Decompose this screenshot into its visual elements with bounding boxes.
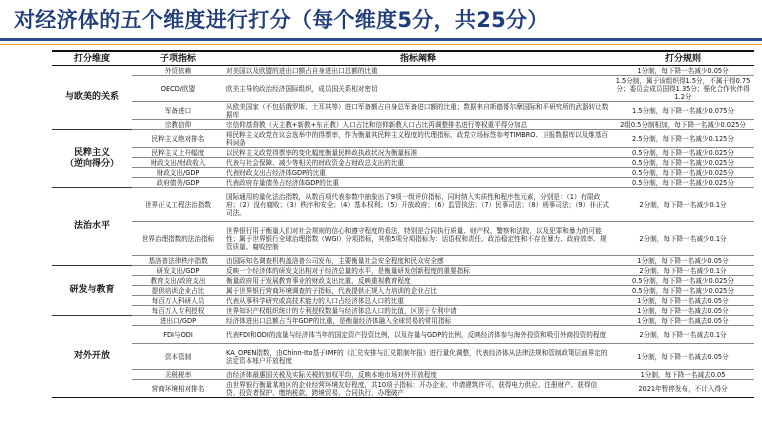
- explanation-cell: 对美国以及欧盟的进出口额占自身进出口总额的比重: [224, 66, 612, 76]
- rule-cell: 1分制，每下降一名减去0.05分: [612, 316, 754, 326]
- dimension-cell: 与欧美的关系: [52, 66, 132, 130]
- table-row: [52, 188, 754, 222]
- table-row: [52, 296, 754, 306]
- rule-cell: 1分制，每下降一名减去0.05分: [612, 306, 754, 316]
- table-header-row: [52, 51, 754, 66]
- explanation-cell: KA_OPEN指数，由Chinn-Ito基于IMF的《汇兑安排与汇兑限制年报》进行量化调整，代表经济体从法律法规和管制政策层面界定的法定资本账户开放程度: [224, 344, 612, 370]
- rule-cell: 2分制，每下降一名减少0.1分: [612, 188, 754, 222]
- subindicator-cell: 基洛普法律秩序指数: [132, 256, 224, 266]
- scoring-table: [52, 50, 754, 398]
- rule-cell: 1分制，每下降一名减少0.05分: [612, 66, 754, 76]
- rule-cell: 0.5分制，每下降一名减少0.025分: [612, 178, 754, 188]
- title-rule: [0, 44, 762, 45]
- subindicator-cell: 提供培训企业占比: [132, 286, 224, 296]
- rule-cell: 1分制，每下降一名减去0.05分: [612, 296, 754, 306]
- table-row: [52, 148, 754, 158]
- dimension-cell: 法治水平: [52, 188, 132, 266]
- dimension-cell: 研发与教育: [52, 266, 132, 316]
- table-row: [52, 286, 754, 296]
- explanation-cell: 欧美主导的政治经济国际组织，成员国关系相对密切: [224, 76, 612, 102]
- subindicator-cell: FDI与ODI: [132, 326, 224, 344]
- explanation-cell: 衡量政府用于发展教育事业的财政支出比重，反映重视教育程度: [224, 276, 612, 286]
- rule-cell: 2021年暂停发布，不计入得分: [612, 380, 754, 398]
- explanation-cell: 代表政府存量债务占经济体GDP的比重: [224, 178, 612, 188]
- table-row: [52, 130, 754, 148]
- table-row: [52, 370, 754, 380]
- subindicator-cell: 世界治理指数的法治指标: [132, 222, 224, 256]
- rule-cell: 2分制，每下降一名减少0.1分: [612, 266, 754, 276]
- subindicator-cell: 进出口/GDP: [132, 316, 224, 326]
- subindicator-cell: 财政支出/财政收入: [132, 158, 224, 168]
- table-row: [52, 222, 754, 256]
- rule-cell: 0.5分制，每下降一名减少0.025分: [612, 276, 754, 286]
- table-row: [52, 158, 754, 168]
- table-row: [52, 276, 754, 286]
- header-explanation: 指标阐释: [224, 51, 612, 66]
- subindicator-cell: 外贸依赖: [132, 66, 224, 76]
- rule-cell: 1分制，每下降一名减少0.05分: [612, 256, 754, 266]
- subindicator-cell: 财政支出/GDP: [132, 168, 224, 178]
- rule-cell: 2.5分制，每下降一名减少0.125分: [612, 130, 754, 148]
- table-row: [52, 178, 754, 188]
- explanation-cell: 属于世界银行营商环境调查的子指标，代表提供正规入力培训的企业占比: [224, 286, 612, 296]
- explanation-cell: 国际通用的量化法治指数，从数百项代表参数中抽象出了9项一级评价指标，同时纳入实质性和程序性元素，分别是：（1）有限政府；（2）没有腐败；（3）秩序和安全；（4）基本权利；（5）开放政府；（6）监管执法；（7）民事司法；（8）刑事司法；（9）非正式司法。: [224, 188, 612, 222]
- subindicator-cell: 每百万人科研人员: [132, 296, 224, 306]
- subindicator-cell: 宗教信仰: [132, 120, 224, 130]
- rule-cell: 1.5分制，属于该组织得1.5分，不属于得0.75分；委员会成员国得1.35分；强化合作伙伴得1.2分: [612, 76, 754, 102]
- table-row: [52, 306, 754, 316]
- subindicator-cell: OECD/欧盟: [132, 76, 224, 102]
- page-title: 对经济体的五个维度进行打分（每个维度5分，共25分）: [14, 8, 549, 32]
- explanation-cell: 经济体进出口总额占当年GDP的比重，是衡量经济体融入全球贸易的常用指标: [224, 316, 612, 326]
- subindicator-cell: 教育支出/政府支出: [132, 276, 224, 286]
- table-row: [52, 326, 754, 344]
- table-row: [52, 266, 754, 276]
- explanation-cell: 世界银行用于衡量人们对社会规则的信心和遵守程度的看法，特别是合同执行质量、财产权、警察和法院，以及犯罪和暴力的可能性；属于世界银行全球治理指数（WGI）分项指标，其他5项分项指标为：话语权和责任、政治稳定性和不存在暴力、政府效率、规管质量、腐败控制: [224, 222, 612, 256]
- subindicator-cell: 关税税率: [132, 370, 224, 380]
- rule-cell: 2分制，每下降一名减少0.1分: [612, 222, 754, 256]
- explanation-cell: 代表与社会保障、减少等相关的财政资金占财政总支出的比重: [224, 158, 612, 168]
- table-row: [52, 168, 754, 178]
- subindicator-cell: 营商环境相对排名: [132, 380, 224, 398]
- dimension-cell: 对外开放: [52, 316, 132, 398]
- subindicator-cell: 世界正义工程法治指数: [132, 188, 224, 222]
- explanation-cell: 以民粹主义政党得票率的变化幅度衡量民粹政执政状况为衡量标准: [224, 148, 612, 158]
- title-bar: [0, 38, 762, 41]
- rule-cell: 2分制，每下降一名减去0.1分: [612, 326, 754, 344]
- dimension-cell: [52, 130, 132, 188]
- table-row: [52, 76, 754, 102]
- subindicator-cell: 军备进口: [132, 102, 224, 120]
- table-row: [52, 256, 754, 266]
- rule-cell: 0.5分制，每下降一名减少0.025分: [612, 148, 754, 158]
- rule-cell: 2组0.5分制相加，每下降一名减少0.025分: [612, 120, 754, 130]
- rule-cell: 0.5分制，每下降一名减少0.025分: [612, 158, 754, 168]
- rule-cell: 1.5分制，每下降一名减少0.075分: [612, 102, 754, 120]
- subindicator-cell: 政府债务/GDP: [132, 178, 224, 188]
- subindicator-cell: 民粹主义绝对排名: [132, 130, 224, 148]
- subindicator-cell: 民粹主义上升幅度: [132, 148, 224, 158]
- explanation-cell: 代表FDI和ODI的流量与经济体当年的国定资产投资比例，以及存量与GDP的比例，反映经济体参与海外投资和吸引外商投资的程度: [224, 326, 612, 344]
- subindicator-cell: 每百万人专利授权: [132, 306, 224, 316]
- explanation-cell: 由经济体最惠国关税及实际关税的加权平均，反映本地市场对外开放程度: [224, 370, 612, 380]
- explanation-cell: 由世界银行衡量某地区的企业经营环境友好程度，共10项子指标：开办企业、申请建筑许可、获得电力供应、注册财产、获得信贷、投资者保护、缴纳税款、跨境贸易、合同执行、办理破产: [224, 380, 612, 398]
- explanation-cell: 由国际知名调查机构盖洛普公司发布，主要衡量社会安全程度和民众安全感: [224, 256, 612, 266]
- explanation-cell: 代表财政支出占经济体GDP的比重: [224, 168, 612, 178]
- table-row: [52, 380, 754, 398]
- table-row: [52, 120, 754, 130]
- table-row: [52, 344, 754, 370]
- explanation-cell: 反映一个经济体的研发支出相对于经济总量的水平，是衡量研发创新程度的重要指标: [224, 266, 612, 276]
- explanation-cell: 从欧美国家（不包括俄罗斯、土耳其等）进口军备额占自身总军备进口额的比重；数据来自斯德哥尔摩国际和平研究所的武器转让数据库: [224, 102, 612, 120]
- explanation-cell: 宗信仰基督教（天主教+新教+东正教）人口占比和信仰新教人口占比再调整排名进行等权重平得分加总: [224, 120, 612, 130]
- rule-cell: 0.5分制，每下降一名减少0.025分: [612, 168, 754, 178]
- table-row: [52, 66, 754, 76]
- rule-cell: 0.5分制，每下降一名减少0.025分: [612, 286, 754, 296]
- dimension-label: 民粹主义 （逆向得分）: [64, 147, 119, 169]
- explanation-cell: 代表从事科学研究或高技术能力的人口占经济体总人口的比重: [224, 296, 612, 306]
- table-row: [52, 316, 754, 326]
- explanation-cell: 世界知识产权组织统计的专利授权数量与经济体总人口的比值，区别于专利申请: [224, 306, 612, 316]
- subindicator-cell: 资本管制: [132, 344, 224, 370]
- rule-cell: 1分制，每下降一名减去0.05分: [612, 344, 754, 370]
- subindicator-cell: 研发支出/GDP: [132, 266, 224, 276]
- explanation-cell: 将民粹主义政党在议会选举中的得票率，作为衡量其民粹主义程度的代理指标，政党立场标签参考TIMBRO、卫报数据库以及维基百科词条: [224, 130, 612, 148]
- table-row: [52, 102, 754, 120]
- header-rule: 打分规则: [612, 51, 754, 66]
- header-subindicator: 子项指标: [132, 51, 224, 66]
- rule-cell: 1分制，每下降一名减去0.05: [612, 370, 754, 380]
- header-dimension: 打分维度: [52, 51, 132, 66]
